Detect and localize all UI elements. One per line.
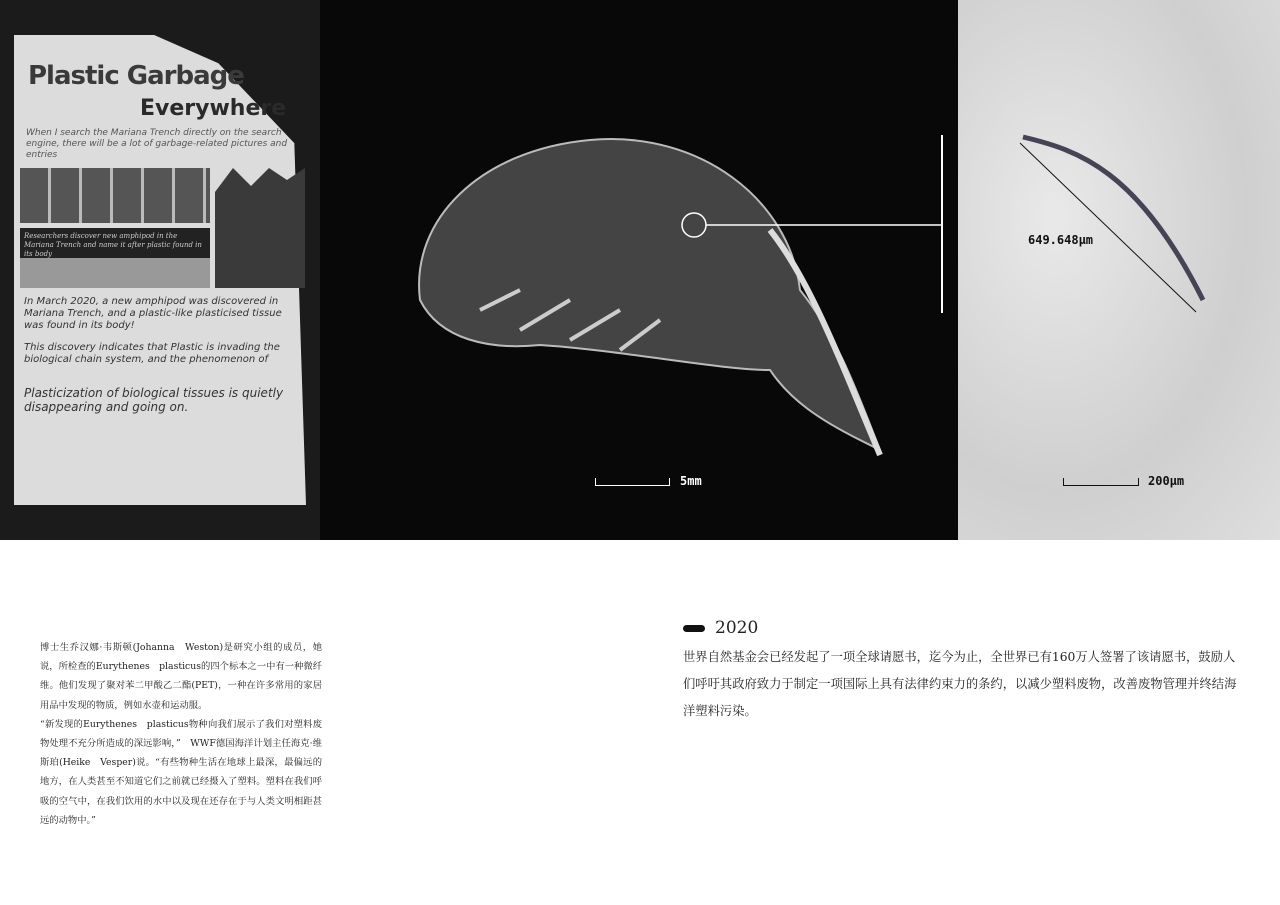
collage-note-1: In March 2020, a new amphipod was discovered in Mariana Trench, and a plastic-like plasticised tissue was found in its body! <box>24 296 282 331</box>
amphipod-image <box>320 0 958 540</box>
collage-note-top: When I search the Mariana Trench directly on the search engine, there will be a lot of garbage-related pictures and entries <box>26 128 288 160</box>
article-body <box>20 228 210 288</box>
article-headline: Researchers discover new amphipod in the Mariana Trench and name it after plastic found in its body <box>20 228 210 258</box>
right-text: 世界自然基金会已经发起了一项全球请愿书，迄今为止，全世界已有160万人签署了该请愿书，鼓励人们呼吁其政府致力于制定一项国际上具有法律约束力的条约，以减少塑料废物，改善废物管理并终结海洋塑料污染。 <box>683 650 1237 718</box>
search-results-image <box>20 168 210 223</box>
pill-icon <box>683 625 705 632</box>
collage-note-2: This discovery indicates that Plastic is invading the biological chain system, and the phenomenon of <box>24 342 280 365</box>
scale-bar <box>1063 478 1139 486</box>
scale-label: 200μm <box>1148 474 1185 488</box>
dark-mountain-shape <box>215 168 305 288</box>
specimen-panel <box>320 0 958 540</box>
year-heading: 2020 <box>715 618 759 638</box>
collage-note-3: Plasticization of biological tissues is quietly disappearing and going on. <box>24 386 284 414</box>
paragraph-2: “新发现的Eurythenes plasticus物种向我们展示了我们对塑料废物处理不充分所造成的深远影响，” WWF德国海洋计划主任海克·维斯珀(Heike Vesper)说。“有些物种生活在地球上最深，最偏远的地方，在人类甚至不知道它们之前就已经摄入了塑料。塑料在我们呼吸的空气中，在我们饮用的水中以及现在还存在于与人类文明相距甚远的动物中。” <box>40 718 322 826</box>
scale-bar <box>595 478 670 486</box>
collage-panel <box>0 0 320 540</box>
measurement-label: 649.648μm <box>1028 233 1094 247</box>
right-paragraph <box>683 618 1243 725</box>
collage-title: Plastic Garbage <box>28 61 244 91</box>
collage-subtitle: Everywhere <box>140 96 287 121</box>
paragraph-1: 博士生乔汉娜·韦斯顿(Johanna Weston)是研究小组的成员，她说，所检查的Eurythenes plasticus的四个标本之一中有一种微纤维。他们发现了聚对苯二甲酸乙二酯(PET)，一种在许多常用的家居用品中发现的物质，例如水壶和运动服。 <box>40 642 322 711</box>
microfiber-image <box>958 0 1280 540</box>
left-paragraph <box>40 638 322 830</box>
scale-label: 5mm <box>680 474 702 488</box>
microscope-panel <box>958 0 1280 540</box>
